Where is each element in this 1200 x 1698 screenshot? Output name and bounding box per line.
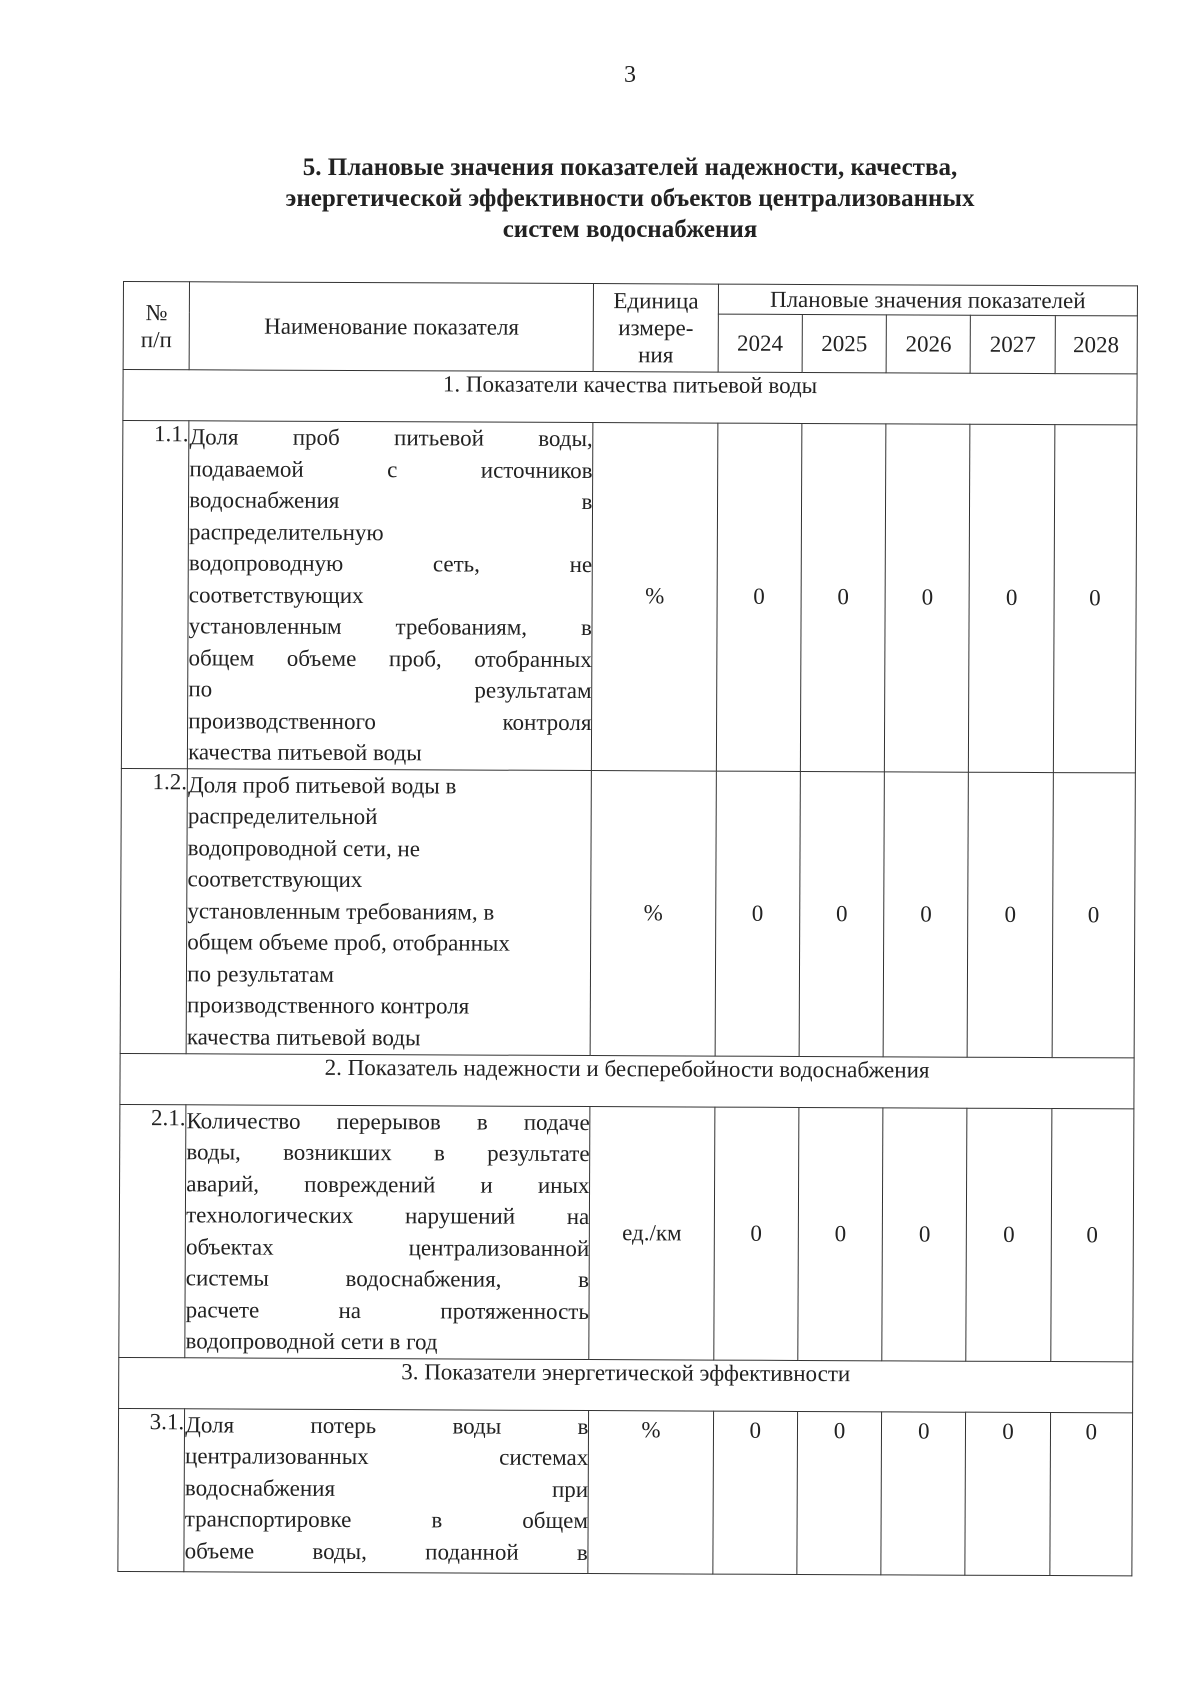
header-unit-line-1: Единица: [613, 288, 699, 314]
indicator-name-line: водопроводную сеть, не: [188, 550, 593, 578]
row-number: 1.1.: [121, 421, 189, 769]
header-year: 2025: [802, 314, 886, 372]
value-cell: 0: [797, 1411, 882, 1574]
unit-cell: %: [588, 1410, 713, 1574]
indicator-name: [185, 1104, 590, 1359]
indicator-name-line: водопроводной сети в год: [185, 1328, 438, 1355]
indicator-name-line: производственного контроля: [188, 707, 592, 735]
section-row: [123, 370, 1137, 425]
indicator-name-line: водоснабжения в: [189, 487, 593, 515]
value-cell: 0: [966, 1108, 1051, 1361]
indicator-name-line: установленным требованиям, в: [188, 613, 592, 641]
title-line-3: систем водоснабжения: [502, 216, 758, 243]
indicators-table: [117, 281, 1138, 1576]
indicator-name: [184, 1408, 589, 1573]
value-cell: 0: [1050, 1108, 1133, 1361]
value-cell: 0: [881, 1411, 966, 1574]
indicator-name-line: технологических нарушений на: [186, 1202, 590, 1230]
indicator-name: [186, 768, 591, 1055]
indicator-name-line: транспортировке в общем: [184, 1506, 589, 1534]
section-row: [120, 1053, 1134, 1108]
value-cell: 0: [715, 771, 800, 1056]
indicator-name-line: Доля проб питьевой воды,: [189, 424, 593, 452]
indicator-name-line: Доля потерь воды в: [185, 1411, 589, 1439]
indicator-name-line: Количество перерывов в подаче: [186, 1107, 590, 1135]
value-cell: 0: [965, 1412, 1050, 1575]
indicator-name-line: качества питьевой воды: [188, 739, 422, 766]
indicator-name-line: общем объеме проб, отобранных: [187, 929, 510, 956]
header-number-line-1: №: [145, 299, 168, 325]
header-year: 2026: [886, 315, 970, 373]
table-row: [118, 1408, 1133, 1575]
indicator-name-line: подаваемой с источников: [189, 455, 593, 483]
header-unit-line-2: измере-: [618, 315, 694, 341]
header-unit: [593, 284, 718, 373]
header-number-line-2: п/п: [140, 326, 172, 352]
value-cell: 0: [799, 771, 884, 1056]
indicator-name-line: централизованных системах: [185, 1443, 589, 1471]
indicator-name-line: соответствующих: [188, 581, 364, 608]
indicator-name-line: объеме воды, поданной в: [184, 1537, 588, 1565]
indicator-name-line: распределительной: [187, 803, 378, 830]
title-line-2: энергетической эффективности объектов централизованных: [285, 185, 975, 212]
indicator-name-line: расчете на протяженность: [185, 1296, 589, 1324]
section-title: 2. Показатель надежности и бесперебойности водоснабжения: [120, 1053, 1134, 1108]
value-cell: 0: [800, 423, 886, 771]
header-year: 2027: [971, 315, 1055, 373]
indicator-name-line: по результатам: [188, 676, 592, 704]
unit-cell: ед./км: [589, 1106, 714, 1360]
header-planned-values: Плановые значения показателей: [718, 284, 1137, 316]
indicator-name-line: водопроводной сети, не: [187, 834, 421, 861]
value-cell: 0: [883, 771, 968, 1056]
unit-cell: %: [591, 770, 717, 1056]
indicator-name-line: распределительную: [189, 518, 384, 545]
section-title: 1. Показатели качества питьевой воды: [123, 370, 1137, 425]
value-cell: 0: [1053, 425, 1137, 773]
value-cell: 0: [968, 772, 1053, 1057]
header-number: [123, 282, 190, 370]
indicator-name-line: установленным требованиям, в: [187, 897, 495, 925]
title-line-1: 5. Плановые значения показателей надежности, качества,: [302, 154, 958, 181]
indicator-name-line: по результатам: [187, 960, 335, 987]
value-cell: 0: [716, 423, 802, 771]
value-cell: 0: [714, 1107, 799, 1360]
indicator-name-line: системы водоснабжения, в: [185, 1265, 590, 1293]
page-number: 3: [624, 62, 636, 88]
indicator-name-line: аварий, повреждений и иных: [186, 1170, 590, 1198]
value-cell: 0: [798, 1107, 883, 1360]
table-row: [119, 1104, 1134, 1361]
unit-cell: %: [592, 423, 718, 771]
value-cell: 0: [1050, 1412, 1133, 1575]
value-cell: 0: [713, 1411, 798, 1574]
table-body: [118, 370, 1137, 1576]
page-title: [180, 152, 1080, 245]
row-number: 2.1.: [119, 1104, 186, 1357]
indicator-name-line: воды, возникших в результате: [186, 1139, 590, 1167]
indicator-name-line: объектах централизованной: [185, 1233, 590, 1261]
value-cell: 0: [1052, 772, 1136, 1057]
row-number: 1.2.: [120, 768, 187, 1053]
indicator-name-line: общем объеме проб, отобранных: [188, 644, 592, 672]
indicator-name-line: водоснабжения при: [184, 1474, 589, 1502]
indicator-name-line: производственного контроля: [186, 992, 470, 1019]
value-cell: 0: [885, 424, 971, 772]
indicator-name-line: соответствующих: [187, 866, 363, 893]
header-year: 2024: [718, 314, 802, 372]
row-number: 3.1.: [118, 1408, 185, 1571]
section-title: 3. Показатели энергетической эффективности: [119, 1357, 1133, 1412]
section-row: [119, 1357, 1133, 1412]
value-cell: 0: [882, 1107, 967, 1360]
value-cell: 0: [969, 424, 1055, 772]
table-row: [120, 768, 1135, 1057]
indicator-name: [188, 421, 594, 770]
header-unit-line-3: ния: [638, 342, 674, 368]
table-row: [121, 421, 1137, 773]
header-name: Наименование показателя: [189, 282, 594, 372]
indicator-name-line: качества питьевой воды: [186, 1023, 421, 1050]
indicator-name-line: Доля проб питьевой воды в: [187, 771, 457, 798]
header-year: 2028: [1055, 316, 1138, 374]
